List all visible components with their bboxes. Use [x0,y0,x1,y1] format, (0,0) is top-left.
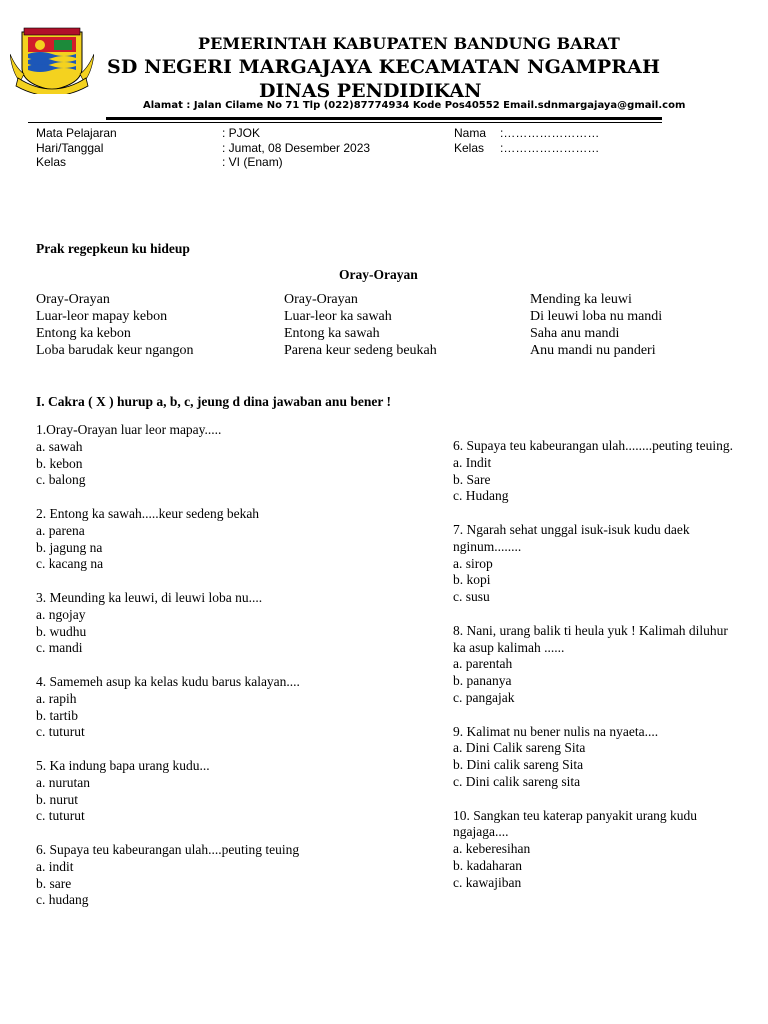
poem-line: Loba barudak keur ngangon [36,343,194,358]
question-item [453,522,743,606]
answer-option: a. parena [36,522,85,538]
poem-column-2 [284,291,437,359]
poem-line: Oray-Orayan [284,292,358,307]
answer-option: b. kebon [36,455,83,471]
answer-option: b. Dini calik sareng Sita [453,757,584,773]
answer-option: c. kawajiban [453,874,522,890]
answer-option: c. tuturut [36,808,85,824]
info-value: : PJOK [222,126,261,140]
poem-line: Oray-Orayan [36,292,110,307]
answer-option: c. balong [36,472,86,488]
section-title: I. Cakra ( X ) hurup a, b, c, jeung d dina jawaban anu bener ! [36,394,391,409]
question-stem: 10. Sangkan teu katerap panyakit urang kudu ngajaga.... [453,807,698,840]
poem-column-3 [530,291,662,359]
question-stem: 2. Entong ka sawah.....keur sedeng bekah [36,505,260,521]
question-item [36,842,426,909]
poem-title: Oray-Orayan [339,267,418,282]
poem-line: Anu mandi nu panderi [530,343,656,358]
question-stem: 8. Nani, urang balik ti heula yuk ! Kalimah diluhur ka asup kalimah ...... [453,622,728,655]
instruction: Prak regepkeun ku hideup [36,241,190,256]
info-values-right [500,126,599,155]
answer-option: c. tuturut [36,724,85,740]
info-label: Kelas [36,155,67,169]
question-stem: 7. Ngarah sehat unggal isuk-isuk kudu daek nginum........ [453,521,690,554]
info-labels-right [454,126,486,155]
poem-column-1 [36,291,193,359]
answer-option: b. wudhu [36,623,87,639]
info-value: : VI (Enam) [222,155,283,169]
poem-line: Entong ka kebon [36,326,131,341]
answer-option: b. pananya [453,673,512,689]
answer-option: c. Hudang [453,488,509,504]
question-stem: 9. Kalimat nu bener nulis na nyaeta.... [453,723,659,739]
answer-option: c. hudang [36,892,89,908]
info-label: Kelas [454,140,485,155]
question-stem: 6. Supaya teu kabeurangan ulah........peuting teuing. [453,438,734,453]
answer-option: c. kacang na [36,556,104,572]
info-blank: :…………………… [500,126,600,140]
question-stem: 1.Oray-Orayan luar leor mapay..... [36,422,222,437]
question-item [36,674,426,741]
question-item [453,623,743,707]
poem-line: Luar-leor mapay kebon [36,309,168,324]
header-rule-thin [28,122,662,123]
answer-option: a. rapih [36,690,77,706]
question-stem: 6. Supaya teu kabeurangan ulah....peuting teuing [36,841,300,857]
answer-option: a. sawah [36,438,83,454]
info-values-left [222,126,370,170]
answer-option: b. kadaharan [453,857,522,873]
answer-option: a. keberesihan [453,841,531,857]
answer-option: b. jagung na [36,539,103,555]
answer-option: b. Sare [453,471,491,487]
info-blank: :…………………… [500,140,600,155]
answer-option: b. tartib [36,707,78,723]
poem-line: Entong ka sawah [284,326,380,341]
header-rule-thick [106,117,662,120]
poem-line: Parena keur sedeng beukah [284,343,437,358]
poem-line: Mending ka leuwi [530,292,632,307]
question-stem: 5. Ka indung bapa urang kudu... [36,757,210,773]
poem-line: Di leuwi loba nu mandi [530,309,663,324]
answer-option: c. mandi [36,640,83,656]
question-item [453,724,743,791]
info-label: Mata Pelajaran [36,126,117,140]
header-school: SD NEGERI MARGAJAYA KECAMATAN NGAMPRAH [107,56,661,78]
answer-option: b. nurut [36,791,78,807]
regency-logo [10,24,94,94]
header-department: DINAS PENDIDIKAN [259,80,482,102]
poem-line: Luar-leor ka sawah [284,309,392,324]
answer-option: b. kopi [453,572,491,588]
answer-option: a. ngojay [36,606,86,622]
questions-left [36,422,426,926]
answer-option: a. sirop [453,555,493,571]
info-label: Hari/Tanggal [36,140,104,155]
answer-option: a. nurutan [36,774,90,790]
answer-option: c. susu [453,589,490,605]
answer-option: a. Dini Calik sareng Sita [453,740,586,756]
header-government: PEMERINTAH KABUPATEN BANDUNG BARAT [198,34,620,53]
info-label: Nama [454,126,487,140]
answer-option: b. sare [36,875,72,891]
poem-line: Saha anu mandi [530,326,620,341]
answer-option: c. Dini calik sareng sita [453,773,581,789]
answer-option: a. parentah [453,656,513,672]
question-item [36,758,426,825]
question-stem: 3. Meunding ka leuwi, di leuwi loba nu.... [36,589,263,605]
answer-option: a. indit [36,858,74,874]
info-value: : Jumat, 08 Desember 2023 [222,140,371,155]
question-item [453,808,743,892]
header-address: Alamat : Jalan Cilame No 71 Tlp (022)87774934 Kode Pos40552 Email.sdnmargajaya@gmail.com [143,100,686,111]
question-item [36,422,426,489]
answer-option: c. pangajak [453,689,515,705]
question-stem: 4. Samemeh asup ka kelas kudu barus kalayan.... [36,673,300,689]
info-labels-left [36,126,117,170]
questions-right [453,438,743,908]
answer-option: a. Indit [453,454,492,470]
question-item [453,438,743,505]
question-item [36,590,426,657]
question-item [36,506,426,573]
